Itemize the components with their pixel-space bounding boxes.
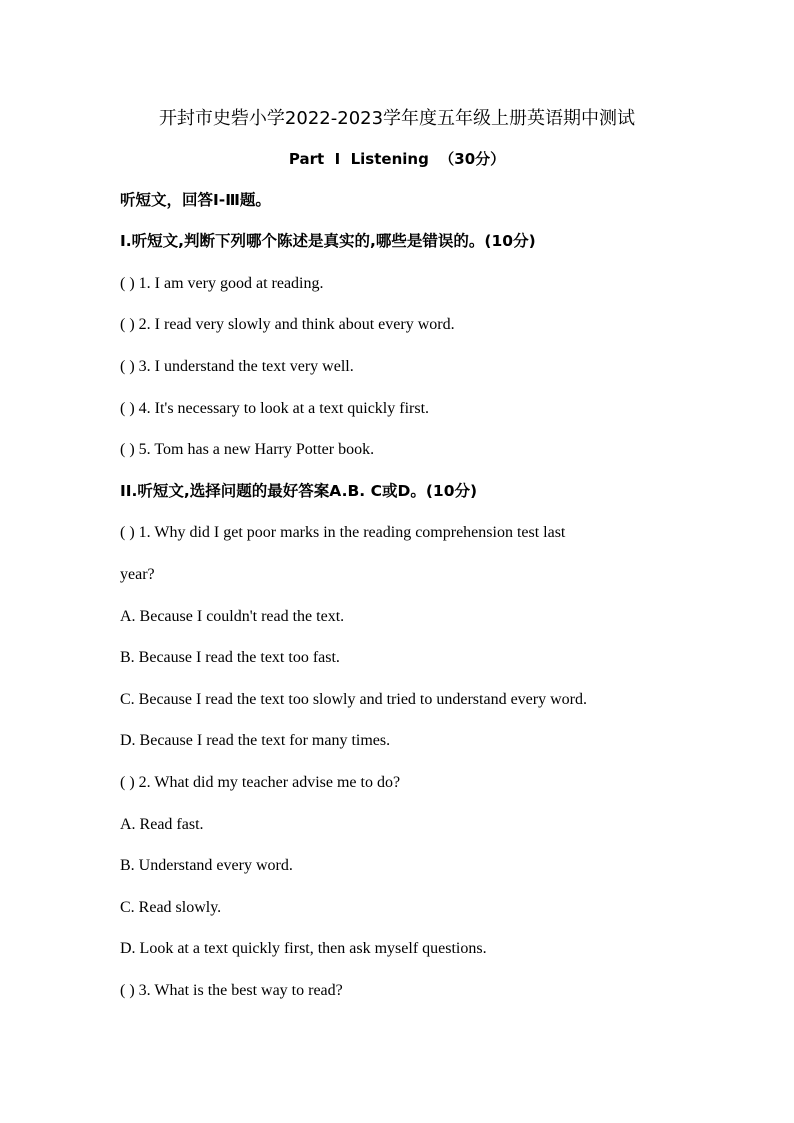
question-stem-continued: year? [120,566,155,583]
question-stem: ( ) 2. What did my teacher advise me to do? [120,774,401,791]
intro-instruction: 听短文，回答Ⅰ-Ⅲ题。 [120,191,271,209]
section-1-heading: I.听短文,判断下列哪个陈述是真实的,哪些是错误的。(10分) [120,232,536,250]
answer-option: A. Because I couldn't read the text. [120,608,345,625]
answer-option: C. Read slowly. [120,899,222,916]
answer-option: B. Understand every word. [120,857,293,874]
true-false-item: ( ) 2. I read very slowly and think about every word. [120,316,455,333]
answer-option: B. Because I read the text too fast. [120,649,340,666]
true-false-item: ( ) 4. It's necessary to look at a text quickly first. [120,400,430,417]
true-false-item: ( ) 1. I am very good at reading. [120,275,324,292]
answer-option: A. Read fast. [120,816,204,833]
true-false-item: ( ) 3. I understand the text very well. [120,358,354,375]
true-false-item: ( ) 5. Tom has a new Harry Potter book. [120,441,375,458]
answer-option: C. Because I read the text too slowly and tried to understand every word. [120,691,587,708]
question-stem: ( ) 1. Why did I get poor marks in the reading comprehension test last [120,524,566,541]
question-stem: ( ) 3. What is the best way to read? [120,982,343,999]
section-2-heading: II.听短文,选择问题的最好答案A.B. C或D。(10分) [120,482,478,500]
answer-option: D. Because I read the text for many times. [120,732,391,749]
page-title: 开封市史砦小学2022-2023学年度五年级上册英语期中测试 [158,108,636,129]
answer-option: D. Look at a text quickly first, then ask myself questions. [120,940,487,957]
part-heading: Part I Listening （30分） [288,150,506,168]
